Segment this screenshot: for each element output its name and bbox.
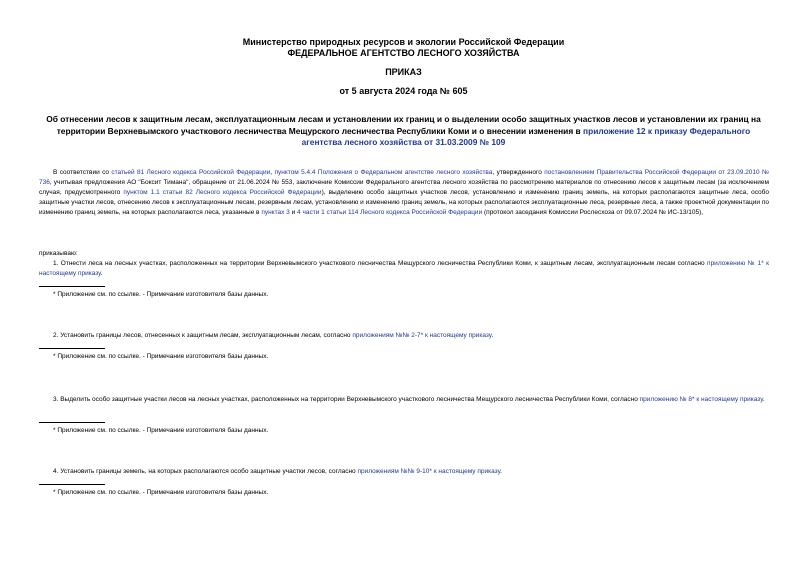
order-item-text: 4. Установить границы земель, на которых располагаются особо защитные участки лесов, согласно bbox=[53, 468, 358, 475]
forest-code-article-81-link[interactable]: статьей 81 Лесного кодекса Российской Федерации bbox=[111, 169, 271, 176]
preamble-text: и bbox=[289, 209, 298, 216]
preamble-text: , утвержденного bbox=[492, 169, 545, 176]
regulation-clause-link[interactable]: пунктом 5.4.4 Положения о Федеральном агентстве лесного хозяйства bbox=[274, 169, 493, 176]
order-item-tail: . bbox=[762, 396, 765, 403]
document-title bbox=[40, 114, 767, 149]
order-item-text: 2. Установить границы лесов, отнесенных к защитным лесам, эксплуатационным лесам, согласно bbox=[53, 332, 353, 339]
document-date-number: от 5 августа 2024 года № 605 bbox=[339, 86, 468, 96]
footnote-divider bbox=[39, 484, 105, 485]
preamble-text: , учитывая предложения АО "Боксит Тимана", обращение от 21.06.2024 № 553, заключение Комиссии Федерального агентства лесного хозяйства по рассмотрению материалов по отнесению лесов к защитным лесам (за исключением случая, предусмотренного bbox=[39, 179, 769, 196]
footnote: * Приложение см. по ссылке. - Примечание изготовителя базы данных. bbox=[53, 291, 269, 298]
preamble-paragraph bbox=[39, 168, 769, 218]
forest-code-article-114-link[interactable]: 4 части 1 статьи 114 Лесного кодекса Российской Федерации bbox=[297, 209, 483, 216]
preamble-text: В соответствии со bbox=[53, 169, 112, 176]
government-decree-link[interactable]: постановлением Правительства Российской Федерации от 23.09.2010 № 736 bbox=[39, 169, 769, 186]
footnote-divider bbox=[39, 422, 105, 423]
title-text: Об отнесении лесов к защитным лесам, эксплуатационным лесам и установлении их границ и о выделении особо защитных участков лесов и установлении их границ на территории Верхневымского участкового лесничества Мещурского лесничества Республики Коми и о внесении изменения в bbox=[46, 114, 761, 136]
preamble-text: , bbox=[270, 169, 275, 176]
order-item-tail: . bbox=[491, 332, 494, 339]
title-amendment-link[interactable]: приложение 12 к приказу Федерального агентства лесного хозяйства от 31.03.2009 № 109 bbox=[301, 125, 751, 147]
order-item-text: 3. Выделить особо защитные участки лесов на лесных участках, расположенных на территории Верхневымского участкового лесничества Мещурского лесничества Республики Коми, согласно bbox=[53, 396, 640, 403]
footnote: * Приложение см. по ссылке. - Примечание изготовителя базы данных. bbox=[53, 353, 269, 360]
appendix-2-7-link[interactable]: приложениям №№ 2-7* к настоящему приказу bbox=[352, 332, 492, 339]
order-item-1 bbox=[39, 259, 769, 279]
preamble-text: (протокол заседания Комиссии Рослесхоза от 09.07.2024 № ИС-13/105), bbox=[482, 209, 704, 216]
order-item-tail: . bbox=[500, 468, 502, 475]
ministry-name: Министерство природных ресурсов и экологии Российской Федерации bbox=[242, 37, 565, 47]
order-item-text: 1. Отнести леса на лесных участках, расположенных на территории Верхневымского участкового лесничества Мещурского лесничества Республики Коми, к защитным лесам, эксплуатационным лесам согласно bbox=[53, 260, 708, 267]
appendix-9-10-link[interactable]: приложениям №№ 9-10* к настоящему приказу bbox=[357, 468, 501, 475]
footnote: * Приложение см. по ссылке. - Примечание изготовителя базы данных. bbox=[53, 489, 269, 496]
order-item-2 bbox=[39, 331, 769, 341]
footnote-divider bbox=[39, 348, 105, 349]
order-item-3 bbox=[39, 395, 769, 405]
clauses-3-link[interactable]: пунктах 3 bbox=[261, 209, 290, 216]
appendix-1-link[interactable]: приложению № 1* к настоящему приказу bbox=[39, 260, 769, 277]
appendix-8-link[interactable]: приложению № 8* к настоящему приказу bbox=[639, 396, 763, 403]
forest-code-article-82-link[interactable]: пунктом 1.1 статьи 82 Лесного кодекса Российской Федерации bbox=[123, 189, 322, 196]
order-item-tail: . bbox=[100, 270, 103, 277]
order-item-4 bbox=[39, 467, 769, 477]
orders-label: приказываю: bbox=[39, 250, 78, 257]
document-type: ПРИКАЗ bbox=[385, 67, 422, 77]
preamble-text: ), выделению особо защитных участков лесов, установлению и изменению границ земель, на которых располагаются защитные леса, особо защитные участки лесов, отнесению лесов к эксплуатационным лесам, резервным лесам, установлению и изменению границ земель, на которых располагаются эксплуатационные леса, резервные леса, а также проектной документации по изменению границ земель, на которых располагаются леса, указанные в bbox=[39, 189, 769, 216]
footnote-divider bbox=[39, 286, 105, 287]
footnote: * Приложение см. по ссылке. - Примечание изготовителя базы данных. bbox=[53, 427, 269, 434]
agency-name: ФЕДЕРАЛЬНОЕ АГЕНТСТВО ЛЕСНОГО ХОЗЯЙСТВА bbox=[287, 48, 520, 58]
